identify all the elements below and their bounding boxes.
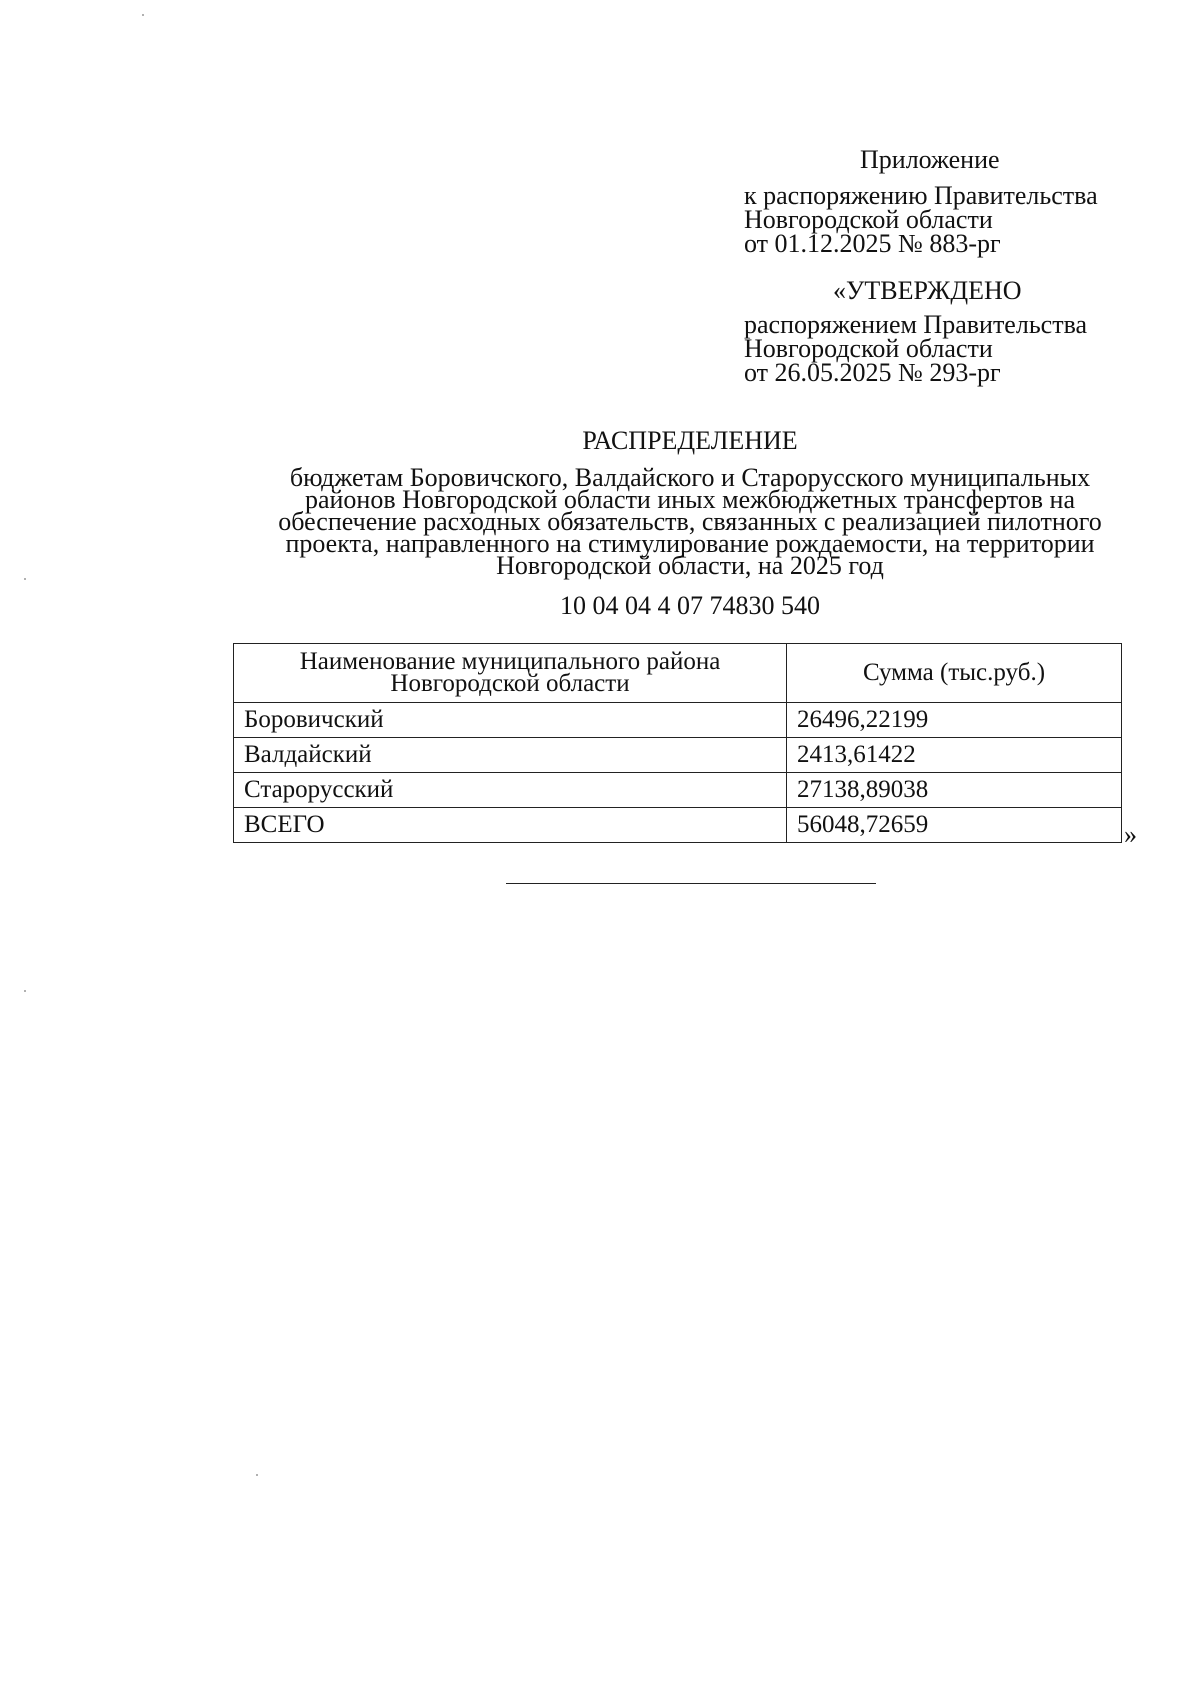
appendix-title: Приложение bbox=[860, 145, 1000, 174]
table-total-row bbox=[234, 808, 1122, 843]
distribution-table-wrapper bbox=[233, 643, 1121, 843]
subtitle-line: районов Новгородской области иных межбюджетных трансфертов на bbox=[304, 485, 1076, 514]
scan-speck bbox=[24, 578, 26, 580]
distribution-title: РАСПРЕДЕЛЕНИЕ bbox=[582, 426, 798, 455]
approved-line: Новгородской области bbox=[744, 334, 993, 363]
approved-line: распоряжением Правительства bbox=[744, 310, 1088, 339]
approved-line: от 26.05.2025 № 293-рг bbox=[744, 358, 1001, 387]
total-amount: 56048,72659 bbox=[787, 808, 1122, 843]
table-row bbox=[234, 738, 1122, 773]
subtitle-line: Новгородской области, на 2025 год bbox=[496, 551, 884, 580]
header-district-name bbox=[234, 644, 787, 703]
appendix-line: к распоряжению Правительства bbox=[744, 181, 1098, 210]
subtitle-line: обеспечение расходных обязательств, связанных с реализацией пилотного bbox=[278, 507, 1102, 536]
appendix-details bbox=[744, 181, 1098, 258]
district-amount: 26496,22199 bbox=[787, 703, 1122, 738]
district-amount: 2413,61422 bbox=[787, 738, 1122, 773]
end-divider bbox=[506, 883, 876, 884]
district-amount: 27138,89038 bbox=[787, 773, 1122, 808]
closing-quote: » bbox=[1124, 820, 1137, 849]
table-row bbox=[234, 703, 1122, 738]
header-name-line: Новгородской области bbox=[390, 670, 630, 697]
appendix-line: Новгородской области bbox=[744, 205, 993, 234]
approved-title: «УТВЕРЖДЕНО bbox=[833, 276, 1022, 305]
header-name-line: Наименование муниципального района bbox=[299, 648, 721, 675]
table-header-row bbox=[234, 644, 1122, 703]
district-name: Старорусский bbox=[234, 773, 787, 808]
subtitle-line: бюджетам Боровичского, Валдайского и Старорусского муниципальных bbox=[289, 463, 1091, 492]
scan-speck bbox=[256, 1474, 258, 1476]
district-name: Боровичский bbox=[234, 703, 787, 738]
scan-speck bbox=[24, 990, 26, 992]
total-label: ВСЕГО bbox=[234, 808, 787, 843]
distribution-subtitle bbox=[220, 463, 1160, 580]
district-name: Валдайский bbox=[234, 738, 787, 773]
appendix-line: от 01.12.2025 № 883-рг bbox=[744, 229, 1001, 258]
scan-speck bbox=[142, 14, 144, 16]
approved-details bbox=[744, 310, 1088, 387]
table-row bbox=[234, 773, 1122, 808]
header-amount: Сумма (тыс.руб.) bbox=[787, 644, 1122, 703]
distribution-table bbox=[233, 643, 1122, 843]
subtitle-line: проекта, направленного на стимулирование рождаемости, на территории bbox=[285, 529, 1095, 558]
budget-classification-code: 10 04 04 4 07 74830 540 bbox=[560, 591, 820, 620]
